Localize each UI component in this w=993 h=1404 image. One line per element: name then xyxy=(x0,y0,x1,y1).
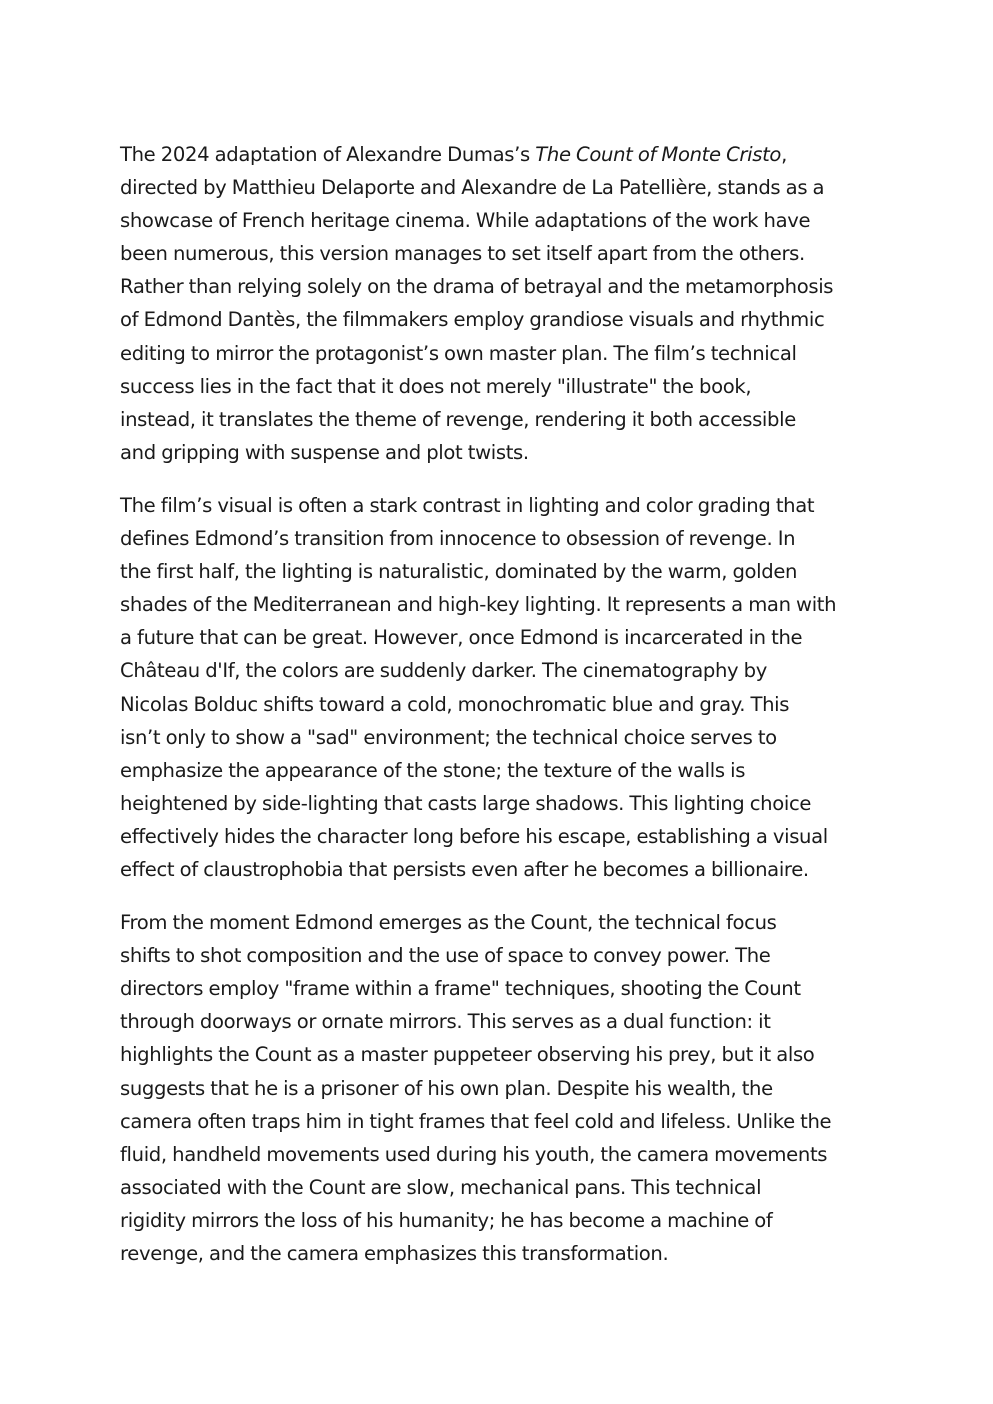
text-line: isn’t only to show a "sad" environment; the technical choice serves to xyxy=(120,725,777,749)
text-line: Rather than relying solely on the drama of betrayal and the metamorphosis xyxy=(120,275,834,299)
text-line: the first half, the lighting is naturalistic, dominated by the warm, golden xyxy=(120,560,798,584)
text-line: success lies in the fact that it does not merely "illustrate" the book, xyxy=(120,374,752,398)
paragraph-3 xyxy=(120,906,880,1270)
text-line: rigidity mirrors the loss of his humanity; he has become a machine of xyxy=(120,1208,773,1232)
text-line: defines Edmond’s transition from innocence to obsession of revenge. In xyxy=(120,527,796,551)
document-body xyxy=(120,138,880,1290)
text-line: through doorways or ornate mirrors. This serves as a dual function: it xyxy=(120,1010,771,1034)
text-line: Nicolas Bolduc shifts toward a cold, monochromatic blue and gray. This xyxy=(120,692,790,716)
text-line: showcase of French heritage cinema. While adaptations of the work have xyxy=(120,209,811,233)
text-line: of Edmond Dantès, the filmmakers employ grandiose visuals and rhythmic xyxy=(120,308,825,332)
text-line: heightened by side-lighting that casts large shadows. This lighting choice xyxy=(120,791,812,815)
text-line: highlights the Count as a master puppeteer observing his prey, but it also xyxy=(120,1043,815,1067)
text-line: and gripping with suspense and plot twists. xyxy=(120,440,529,464)
text-line: The 2024 adaptation of Alexandre Dumas’s The Count of Monte Cristo, xyxy=(120,143,787,166)
text-line: associated with the Count are slow, mechanical pans. This technical xyxy=(120,1175,762,1199)
text-line: effectively hides the character long before his escape, establishing a visual xyxy=(120,824,828,848)
text-line: shades of the Mediterranean and high-key lighting. It represents a man with xyxy=(120,593,837,617)
text-line: instead, it translates the theme of revenge, rendering it both accessible xyxy=(120,407,796,431)
text-line: directors employ "frame within a frame" techniques, shooting the Count xyxy=(120,977,801,1001)
text-line: From the moment Edmond emerges as the Count, the technical focus xyxy=(120,911,777,935)
text-line: camera often traps him in tight frames that feel cold and lifeless. Unlike the xyxy=(120,1109,832,1133)
text-line: suggests that he is a prisoner of his own plan. Despite his wealth, the xyxy=(120,1076,773,1100)
paragraph-1 xyxy=(120,138,880,469)
paragraph-2 xyxy=(120,489,880,886)
text-line: revenge, and the camera emphasizes this transformation. xyxy=(120,1242,669,1265)
text-line: a future that can be great. However, once Edmond is incarcerated in the xyxy=(120,626,803,650)
text-line: fluid, handheld movements used during his youth, the camera movements xyxy=(120,1142,828,1166)
book-title: The Count of Monte Cristo xyxy=(535,143,782,166)
text-line: The film’s visual is often a stark contrast in lighting and color grading that xyxy=(120,493,815,517)
text-line: editing to mirror the protagonist’s own master plan. The film’s technical xyxy=(120,341,797,365)
text-line: directed by Matthieu Delaporte and Alexandre de La Patellière, stands as a xyxy=(120,176,825,200)
text-line: Château d'If, the colors are suddenly darker. The cinematography by xyxy=(120,659,767,683)
text-line: shifts to shot composition and the use of space to convey power. The xyxy=(120,944,771,968)
text-line: emphasize the appearance of the stone; the texture of the walls is xyxy=(120,758,746,782)
text-line: been numerous, this version manages to set itself apart from the others. xyxy=(120,242,805,266)
text-line: effect of claustrophobia that persists even after he becomes a billionaire. xyxy=(120,857,809,881)
